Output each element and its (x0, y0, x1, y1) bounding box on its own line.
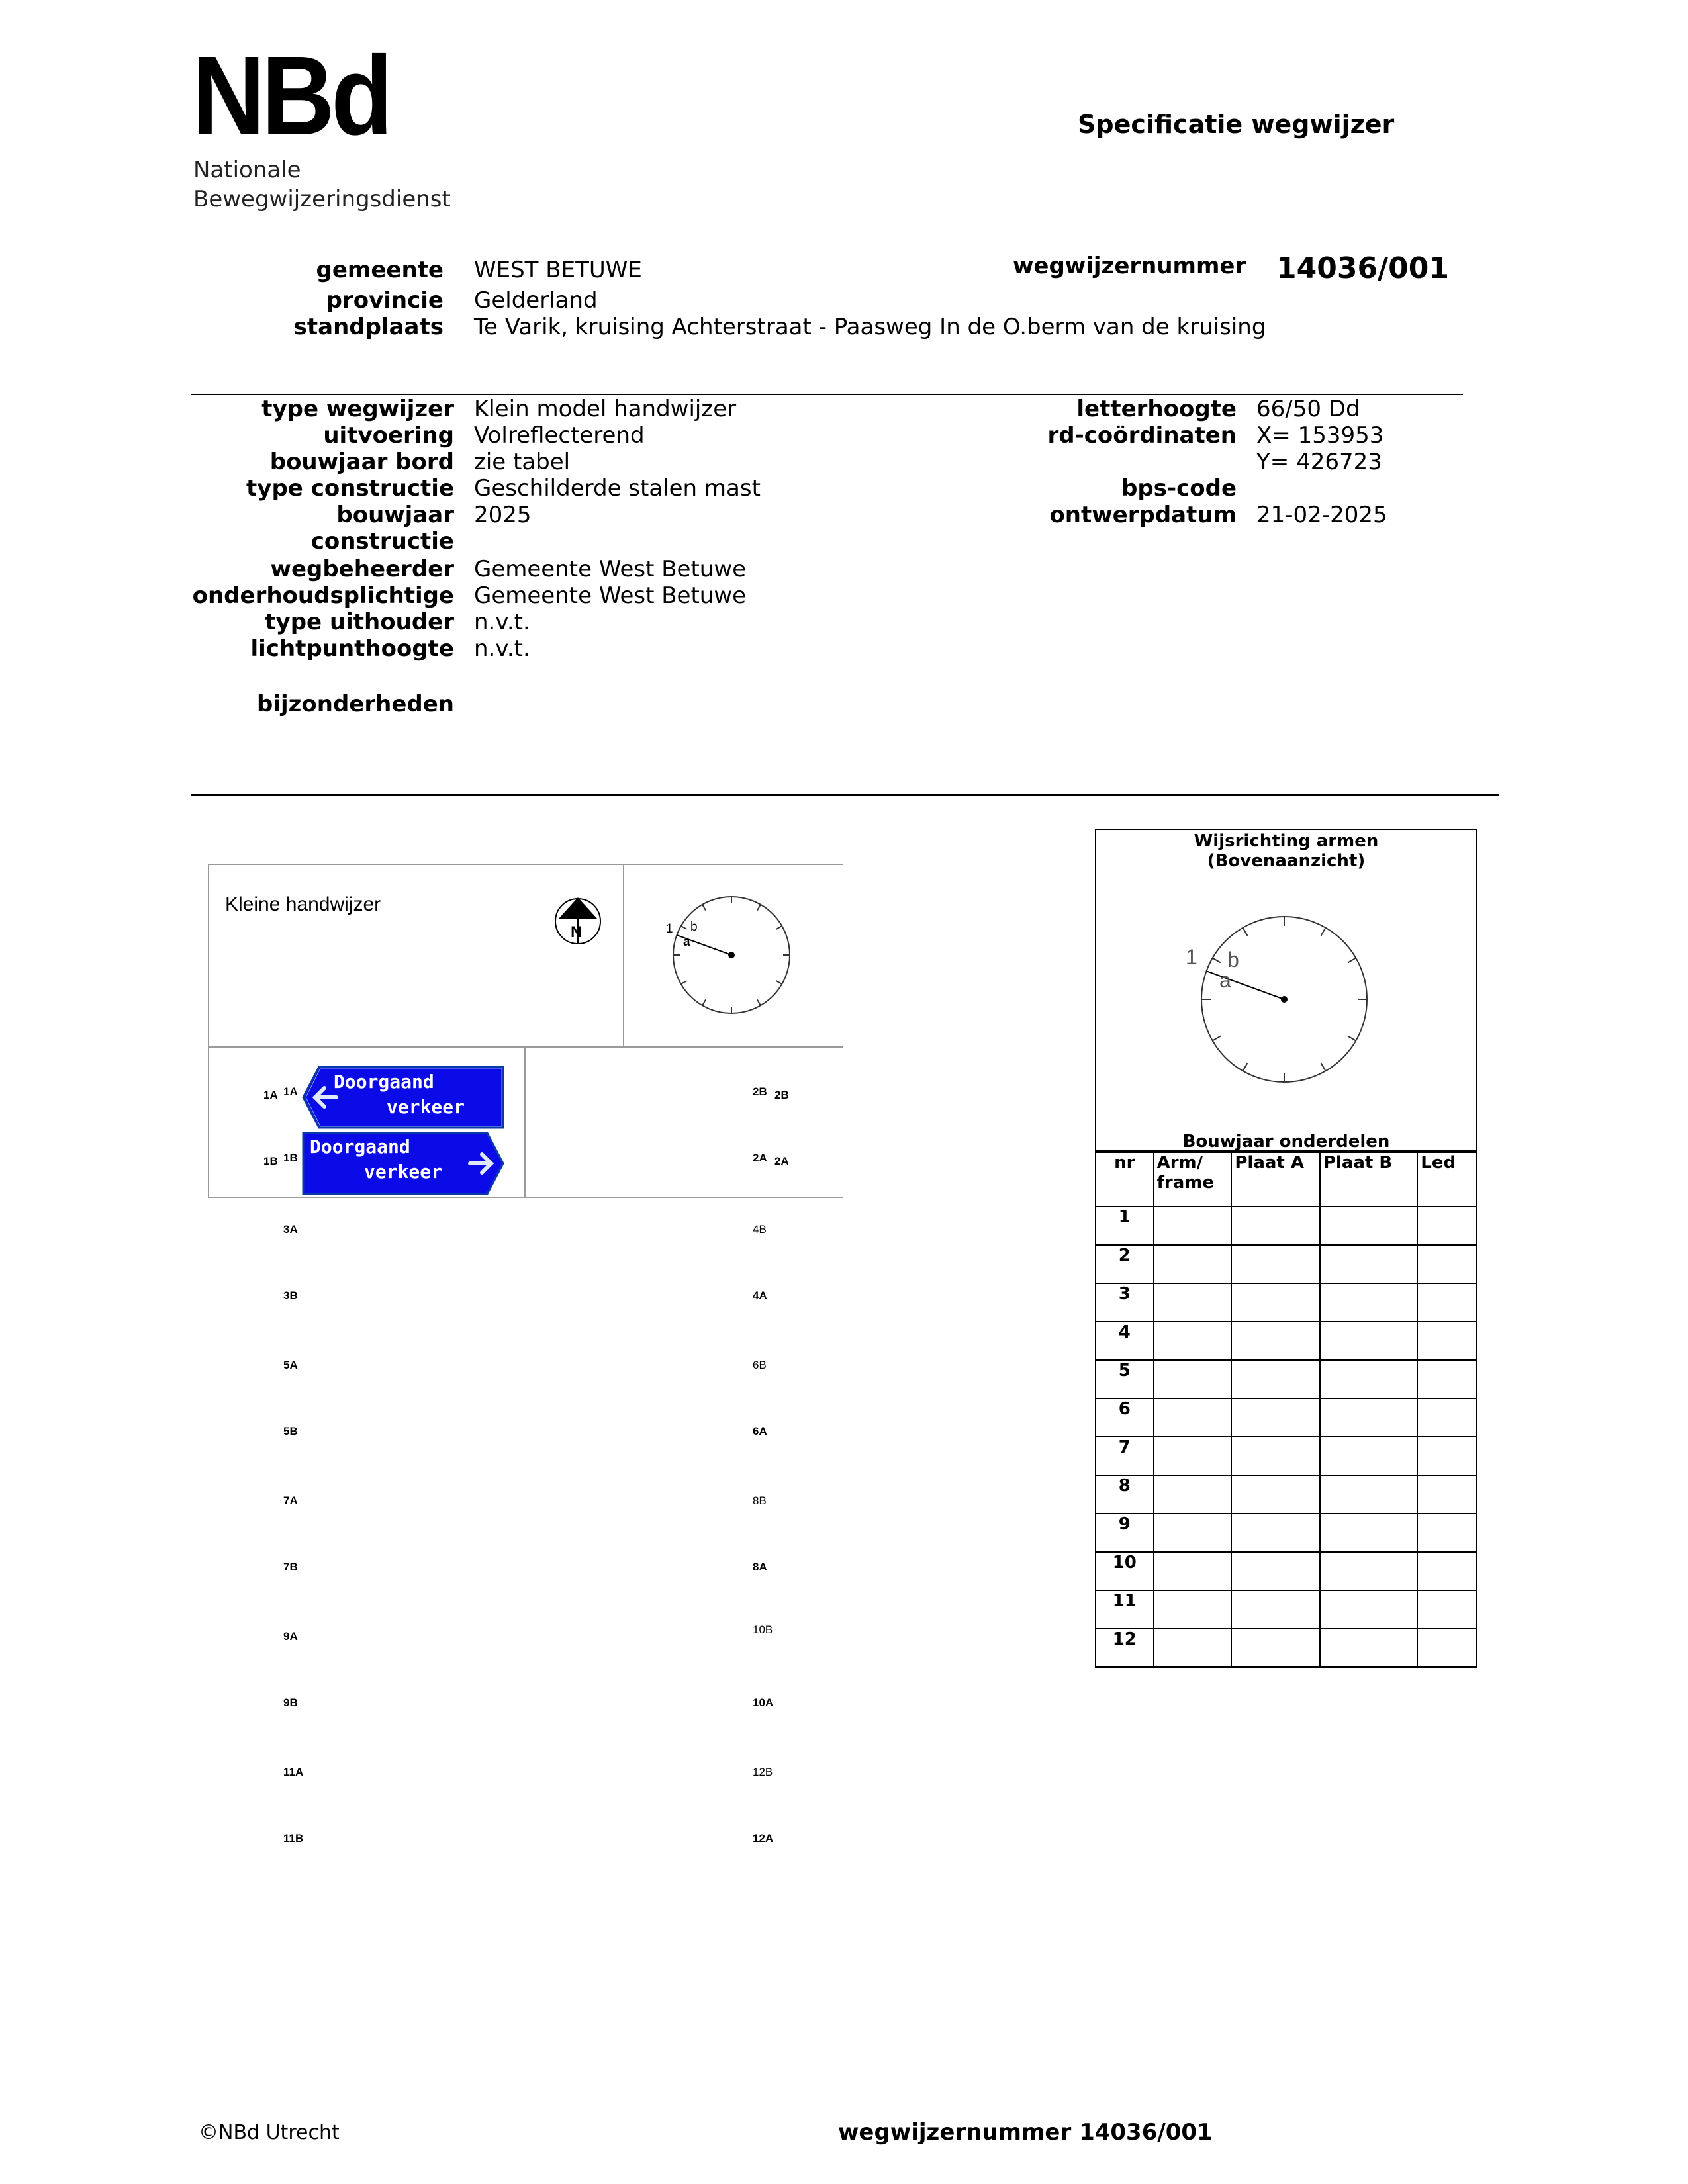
dial-center (1281, 996, 1288, 1003)
spec-label-type-wegwijzer: type wegwijzer (261, 396, 454, 422)
standplaats-label: standplaats (293, 314, 444, 340)
wegwijzernummer-value: 14036/001 (1276, 251, 1449, 285)
sign-1a-line2: verkeer (387, 1096, 465, 1118)
table-row (1096, 1552, 1477, 1590)
dial-arm (1207, 971, 1284, 999)
dial-tick (1348, 1036, 1356, 1041)
code-12b: 12B (753, 1766, 773, 1778)
bouwjaar-header-led: Led (1417, 1152, 1477, 1206)
sign-1a-line1: Doorgaand (334, 1071, 434, 1093)
code-11a: 11A (283, 1766, 304, 1778)
large-dial (1192, 913, 1370, 1092)
wijsrichting-title-2: (Bovenaanzicht) (1207, 851, 1366, 871)
bouwjaar-cell-plaat-b (1320, 1437, 1417, 1475)
panel-line-signs (524, 1046, 526, 1198)
bouwjaar-cell-plaat-b (1320, 1629, 1417, 1667)
table-row (1096, 1398, 1477, 1437)
bouwjaar-cell-plaat-b (1320, 1322, 1417, 1360)
bouwjaar-cell-led (1417, 1398, 1477, 1437)
bouwjaar-row-nr: 2 (1096, 1245, 1154, 1283)
spec-label-uitvoering: uitvoering (323, 422, 454, 449)
code-1b-inner: 1B (283, 1152, 298, 1164)
provincie-value: Gelderland (474, 287, 598, 314)
code-6b: 6B (753, 1359, 767, 1371)
bouwjaar-row-nr: 6 (1096, 1398, 1154, 1437)
bouwjaar-title: Bouwjaar onderdelen (1182, 1132, 1390, 1152)
bouwjaar-row-nr: 11 (1096, 1590, 1154, 1629)
spec-value-uitvoering: Volreflecterend (474, 422, 645, 449)
panel-line-middle (208, 1046, 843, 1048)
bouwjaar-row-nr: 3 (1096, 1283, 1154, 1322)
bouwjaar-cell-plaat-a (1231, 1475, 1320, 1514)
bouwjaar-cell-plaat-b (1320, 1360, 1417, 1398)
bouwjaar-cell-plaat-b (1320, 1206, 1417, 1245)
dial-center (728, 952, 735, 958)
code-5b: 5B (283, 1425, 298, 1437)
bouwjaar-cell-plaat-b (1320, 1475, 1417, 1514)
bouwjaar-cell-arm-frame (1154, 1590, 1232, 1629)
code-1a-outer: 1A (263, 1089, 278, 1101)
wegwijzernummer-label: wegwijzernummer (1013, 253, 1246, 279)
bouwjaar-cell-arm-frame (1154, 1514, 1232, 1552)
bouwjaar-cell-arm-frame (1154, 1322, 1232, 1360)
spec-value-rd-x: X= 153953 (1256, 422, 1384, 449)
dial-tick (681, 981, 687, 984)
spec-label-bouwjaar: bouwjaar (336, 502, 454, 528)
table-row (1096, 1245, 1477, 1283)
bouwjaar-cell-plaat-b (1320, 1590, 1417, 1629)
bouwjaar-cell-plaat-a (1231, 1629, 1320, 1667)
provincie-label: provincie (326, 287, 444, 314)
wijsrichting-title-1: Wijsrichting armen (1194, 831, 1379, 851)
code-4b: 4B (753, 1223, 767, 1236)
code-3b: 3B (283, 1289, 298, 1302)
bouwjaar-header-nr: nr (1096, 1152, 1154, 1206)
north-label: N (571, 923, 583, 941)
bouwjaar-cell-plaat-a (1231, 1552, 1320, 1590)
bouwjaar-cell-led (1417, 1629, 1477, 1667)
spec-value-rd-y: Y= 426723 (1256, 449, 1382, 475)
dial-tick (1213, 958, 1221, 963)
spec-label-letterhoogte: letterhoogte (1076, 396, 1237, 422)
code-1b-outer: 1B (263, 1155, 278, 1167)
code-7a: 7A (283, 1494, 298, 1507)
dial-tick (757, 1000, 761, 1006)
wijsrichting-title (1096, 831, 1476, 871)
bouwjaar-row-nr: 10 (1096, 1552, 1154, 1590)
large-dial-b-label: b (1227, 948, 1239, 972)
code-2b-inner: 2B (753, 1085, 767, 1098)
code-5a: 5A (283, 1359, 298, 1371)
spec-value-letterhoogte: 66/50 Dd (1256, 396, 1360, 422)
footer-copyright: ©NBd Utrecht (199, 2121, 340, 2144)
bouwjaar-row-nr: 5 (1096, 1360, 1154, 1398)
bouwjaar-cell-arm-frame (1154, 1206, 1232, 1245)
bouwjaar-cell-plaat-a (1231, 1398, 1320, 1437)
dial-tick (681, 926, 687, 929)
spec-value-wegbeheerder: Gemeente West Betuwe (474, 556, 747, 582)
sign-1b-line2: verkeer (364, 1161, 443, 1183)
spec-value-lichtpunthoogte: n.v.t. (474, 635, 530, 662)
bouwjaar-header-plaat-b: Plaat B (1320, 1152, 1417, 1206)
bouwjaar-row-nr: 1 (1096, 1206, 1154, 1245)
table-row (1096, 1360, 1477, 1398)
code-6a: 6A (753, 1425, 767, 1437)
bouwjaar-cell-arm-frame (1154, 1360, 1232, 1398)
table-row (1096, 1629, 1477, 1667)
spec-label-constructie: constructie (310, 528, 454, 555)
bouwjaar-cell-arm-frame (1154, 1283, 1232, 1322)
bouwjaar-cell-plaat-a (1231, 1283, 1320, 1322)
small-dial-b-label: b (690, 920, 698, 934)
dial-tick (757, 905, 761, 911)
bouwjaar-cell-arm-frame (1154, 1475, 1232, 1514)
spec-label-onderhoudsplichtige: onderhoudsplichtige (192, 582, 454, 609)
code-7b: 7B (283, 1561, 298, 1573)
table-row (1096, 1514, 1477, 1552)
bouwjaar-row-nr: 8 (1096, 1475, 1154, 1514)
code-3a: 3A (283, 1223, 298, 1236)
table-row (1096, 1283, 1477, 1322)
gemeente-label: gemeente (316, 257, 444, 283)
spec-label-ontwerpdatum: ontwerpdatum (1049, 502, 1237, 528)
code-10a: 10A (753, 1696, 774, 1709)
dial-tick (1243, 1063, 1248, 1071)
spec-value-ontwerpdatum: 21-02-2025 (1256, 502, 1387, 528)
bouwjaar-cell-led (1417, 1206, 1477, 1245)
code-1a-inner: 1A (283, 1085, 298, 1098)
bouwjaar-header-arm: Arm/ frame (1154, 1152, 1232, 1206)
bouwjaar-header-plaat-a: Plaat A (1231, 1152, 1320, 1206)
dial-tick (776, 926, 782, 929)
bouwjaar-cell-led (1417, 1360, 1477, 1398)
small-dial (669, 893, 801, 1019)
divider-bottom (191, 794, 1499, 796)
dial-tick (1321, 1063, 1326, 1071)
logo-line-2: Bewegwijzeringsdienst (193, 186, 451, 212)
large-dial-a-label: a (1219, 968, 1231, 992)
spec-value-bouwjaar-constructie: 2025 (474, 502, 532, 528)
panel-line-divider (623, 864, 624, 1048)
large-dial-arm-label: 1 (1186, 945, 1197, 969)
table-row (1096, 1437, 1477, 1475)
bouwjaar-cell-plaat-a (1231, 1245, 1320, 1283)
code-9b: 9B (283, 1696, 298, 1709)
spec-label-type-uithouder: type uithouder (265, 609, 454, 635)
bouwjaar-cell-plaat-a (1231, 1437, 1320, 1475)
table-row (1096, 1590, 1477, 1629)
bouwjaar-cell-led (1417, 1590, 1477, 1629)
dial-tick (1213, 1036, 1221, 1041)
sign-1b-line1: Doorgaand (310, 1136, 410, 1158)
divider-top (191, 394, 1463, 395)
code-2b-outer: 2B (774, 1089, 789, 1101)
panel-line-bottom (208, 1197, 843, 1198)
spec-label-bijzonderheden: bijzonderheden (256, 691, 454, 717)
drawing-title: Kleine handwijzer (225, 893, 381, 915)
logo-line-1: Nationale (193, 157, 301, 183)
bouwjaar-cell-arm-frame (1154, 1398, 1232, 1437)
bouwjaar-cell-plaat-b (1320, 1245, 1417, 1283)
dial-tick (1321, 928, 1326, 936)
code-10b: 10B (753, 1623, 773, 1636)
bouwjaar-cell-plaat-a (1231, 1590, 1320, 1629)
table-row (1096, 1322, 1477, 1360)
bouwjaar-cell-plaat-b (1320, 1398, 1417, 1437)
spec-label-rd-coordinaten: rd-coördinaten (1047, 422, 1237, 449)
footer-wegwijzernummer: wegwijzernummer 14036/001 (838, 2119, 1213, 2146)
dial-tick (776, 981, 782, 984)
panel-line-left (208, 864, 209, 1198)
bouwjaar-row-nr: 7 (1096, 1437, 1154, 1475)
code-4a: 4A (753, 1289, 767, 1302)
bouwjaar-cell-plaat-a (1231, 1206, 1320, 1245)
bouwjaar-cell-plaat-a (1231, 1322, 1320, 1360)
bouwjaar-row-nr: 4 (1096, 1322, 1154, 1360)
spec-label-bps-code: bps-code (1121, 475, 1237, 502)
bouwjaar-row-nr: 12 (1096, 1629, 1154, 1667)
dial-tick (1348, 958, 1356, 963)
table-row (1096, 1206, 1477, 1245)
code-2a-outer: 2A (774, 1155, 789, 1167)
spec-label-lichtpunthoogte: lichtpunthoogte (250, 635, 454, 662)
bouwjaar-cell-arm-frame (1154, 1245, 1232, 1283)
code-12a: 12A (753, 1832, 774, 1844)
nbd-logo: NBd (192, 33, 390, 159)
bouwjaar-header-row (1096, 1152, 1477, 1206)
panel-line-top (208, 864, 843, 865)
bouwjaar-cell-plaat-b (1320, 1552, 1417, 1590)
bouwjaar-cell-led (1417, 1437, 1477, 1475)
small-dial-arm-label: 1 (666, 922, 673, 936)
standplaats-value: Te Varik, kruising Achterstraat - Paasweg In de O.berm van de kruising (474, 314, 1266, 340)
bouwjaar-cell-led (1417, 1475, 1477, 1514)
bouwjaar-row-nr: 9 (1096, 1514, 1154, 1552)
spec-value-bouwjaar-bord: zie tabel (474, 449, 571, 475)
spec-value-onderhoudsplichtige: Gemeente West Betuwe (474, 582, 747, 609)
sign-1b (302, 1132, 504, 1195)
bouwjaar-cell-arm-frame (1154, 1437, 1232, 1475)
spec-label-wegbeheerder: wegbeheerder (270, 556, 454, 582)
bouwjaar-cell-plaat-b (1320, 1283, 1417, 1322)
sign-1a (302, 1066, 504, 1129)
bouwjaar-cell-plaat-a (1231, 1514, 1320, 1552)
bouwjaar-cell-led (1417, 1514, 1477, 1552)
code-8b: 8B (753, 1494, 767, 1507)
bouwjaar-cell-arm-frame (1154, 1629, 1232, 1667)
bouwjaar-cell-plaat-a (1231, 1360, 1320, 1398)
bouwjaar-cell-plaat-b (1320, 1514, 1417, 1552)
spec-value-type-uithouder: n.v.t. (474, 609, 530, 635)
bouwjaar-cell-arm-frame (1154, 1552, 1232, 1590)
spec-value-type-wegwijzer: Klein model handwijzer (474, 396, 737, 422)
bouwjaar-cell-led (1417, 1245, 1477, 1283)
bouwjaar-table (1095, 1152, 1477, 1668)
table-row (1096, 1475, 1477, 1514)
spec-value-type-constructie: Geschilderde stalen mast (474, 475, 761, 502)
bouwjaar-cell-led (1417, 1283, 1477, 1322)
spec-label-bouwjaar-bord: bouwjaar bord (269, 449, 454, 475)
dial-tick (1243, 928, 1248, 936)
bouwjaar-cell-led (1417, 1552, 1477, 1590)
code-11b: 11B (283, 1832, 304, 1844)
dial-tick (702, 905, 706, 911)
small-dial-a-label: a (683, 935, 690, 949)
dial-tick (702, 1000, 706, 1006)
gemeente-value: WEST BETUWE (474, 257, 642, 283)
bouwjaar-cell-led (1417, 1322, 1477, 1360)
code-9a: 9A (283, 1630, 298, 1643)
document-title: Specificatie wegwijzer (1078, 110, 1395, 139)
spec-label-type-constructie: type constructie (246, 475, 454, 502)
code-8a: 8A (753, 1561, 767, 1573)
code-2a-inner: 2A (753, 1152, 767, 1164)
